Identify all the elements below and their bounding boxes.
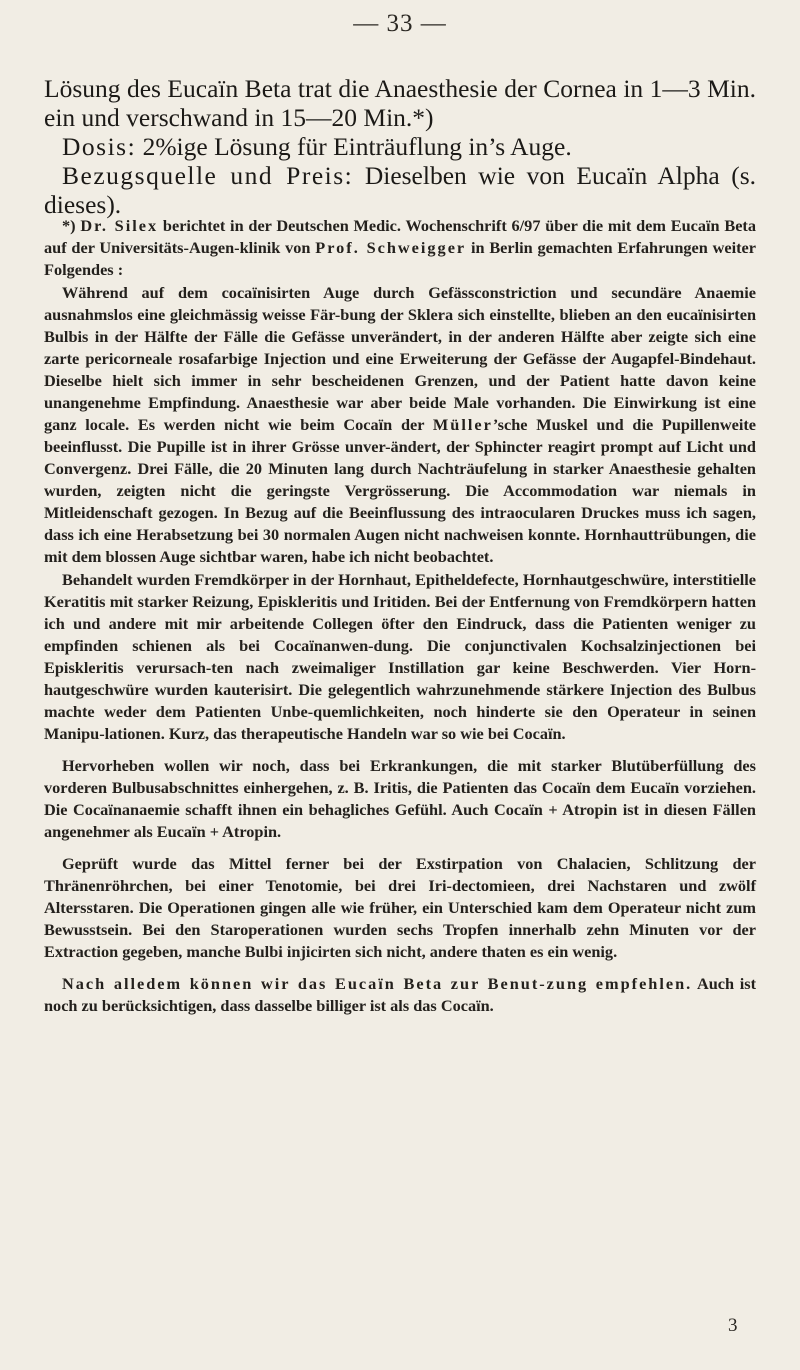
- footnote-text: ’sche Muskel und die Pupillenweite beeinflusst. Die Pupille ist in ihrer Grösse unver-ändert, der Sphincter reagirt prompt auf Licht und Convergenz. Drei Fälle, die 20 Minuten lang durch Nachträufelung in starker Anaesthesie gehalten wurden, zeigten nicht die geringste Vergrösserung. Die Accommodation war niemals in Mitleidenschaft gezogen. In Bezug auf die Beeinflussung des intraocularen Druckes muss ich sagen, dass ich eine Herabsetzung bei 30 normalen Augen nicht nachweisen konnte. Hornhauttrübungen, die mit dem blossen Auge sichtbar waren, habe ich nicht beobachtet.: [44, 415, 756, 566]
- source-paragraph: [44, 161, 756, 219]
- recommendation-text: Nach alledem können wir das Eucaïn Beta zur Benut-zung empfehlen.: [62, 974, 693, 993]
- dosis-text: 2%ige Lösung für Einträuflung in’s Auge.: [136, 132, 572, 161]
- footnote-text: Auch ist noch zu berücksichtigen, dass dasselbe billiger ist als das Cocaïn.: [44, 974, 756, 1015]
- page-number: — 33 —: [353, 10, 447, 37]
- footnote-paragraph-6: [44, 973, 756, 1017]
- professor-name: Prof. Schweigger: [315, 238, 467, 257]
- footnote: [44, 215, 756, 1017]
- author-name: Dr. Silex: [80, 216, 159, 235]
- footnote-paragraph-4: Hervorheben wollen wir noch, dass bei Erkrankungen, die mit starker Blutüberfüllung des vorderen Bulbusabschnittes einhergehen, z. B. Iritis, die Patienten das Cocaïn dem Eucaïn vorziehen. Die Cocaïnanaemie schafft ihnen ein behagliches Gefühl. Auch Cocaïn + Atropin ist in diesen Fällen angenehmer als Eucaïn + Atropin.: [44, 756, 756, 841]
- footnote-text: in Berlin gemachten Erfahrungen weiter Folgendes :: [44, 238, 756, 279]
- footnote-paragraph-5: Geprüft wurde das Mittel ferner bei der Exstirpation von Chalacien, Schlitzung der Thränenröhrchen, bei einer Tenotomie, bei drei Iri-dectomieen, drei Nachstaren und zwölf Altersstaren. Die Operationen gingen alle wie früher, ein Unterschied kam dem Operateur nicht zum Bewusstsein. Bei den Staroperationen wurden sechs Tropfen innerhalb zehn Minuten vor der Extraction gegeben, manche Bulbi injicirten sich nicht, andere thaten es ein wenig.: [44, 854, 756, 961]
- footnote-text: Während auf dem cocaïnisirten Auge durch Gefässconstriction und secundäre Anaemie ausnahmslos eine gleichmässig weisse Fär-bung der Sklera sich einstellte, blieben an den eucaïnisirten Bulbis in der Hälfte der Fälle die Gefässe unverändert, in der anderen Hälfte aber zeigte sich eine zarte pericorneale rosafarbige Injection und eine Erweiterung der Gefässe der Augapfel-Bindehaut. Dieselbe hielt sich immer in sehr bescheidenen Grenzen, und der Patient hatte davon keine unangenehme Empfindung. Anaesthesie war aber beide Male vorhanden. Die Einwirkung ist eine ganz locale. Es werden nicht wie beim Cocaïn der: [44, 283, 756, 434]
- intro-text: [44, 74, 756, 219]
- source-label: Bezugsquelle und Preis:: [62, 161, 354, 190]
- footnote-paragraph-3: Behandelt wurden Fremdkörper in der Hornhaut, Epitheldefecte, Hornhautgeschwüre, interstitielle Keratitis mit starker Reizung, Episkleritis und Iritiden. Bei der Entfernung von Fremdkörpern hatten ich und andere mit mir arbeitende Collegen öfter den Eindruck, dass die Patienten weniger zu empfinden schienen als bei Cocaïnanwen-dung. Die conjunctivalen Kochsalzinjectionen bei Episkleritis verursach-ten nach zweimaliger Instillation gar keine Beschwerden. Vier Horn-hautgeschwüre wurden kauterisirt. Die gelegentlich wahrzunehmende stärkere Injection des Bulbus machte weder dem Patienten Unbe-quemlichkeiten, noch hinderte sie den Operateur in seinen Manipu-lationen. Kurz, das therapeutische Handeln war so wie bei Cocaïn.: [44, 570, 756, 743]
- source-text: Dieselben wie von Eucaïn Alpha (s. dieses).: [44, 161, 756, 219]
- signature-mark: 3: [728, 1315, 738, 1336]
- dosis-paragraph: [44, 132, 756, 161]
- footnote-text: berichtet in der Deutschen Medic. Wochenschrift 6/97 über die mit dem Eucaïn Beta auf der Universitäts-Augen-klinik von: [44, 216, 756, 257]
- intro-paragraph: Lösung des Eucaïn Beta trat die Anaesthesie der Cornea in 1—3 Min. ein und verschwand in 15—20 Min.*): [44, 74, 756, 132]
- footnote-paragraph-1: [44, 215, 756, 281]
- dosis-label: Dosis:: [62, 132, 137, 161]
- mueller-name: Müller: [432, 415, 493, 434]
- footnote-paragraph-2: [44, 282, 756, 568]
- footnote-marker: *): [62, 216, 81, 235]
